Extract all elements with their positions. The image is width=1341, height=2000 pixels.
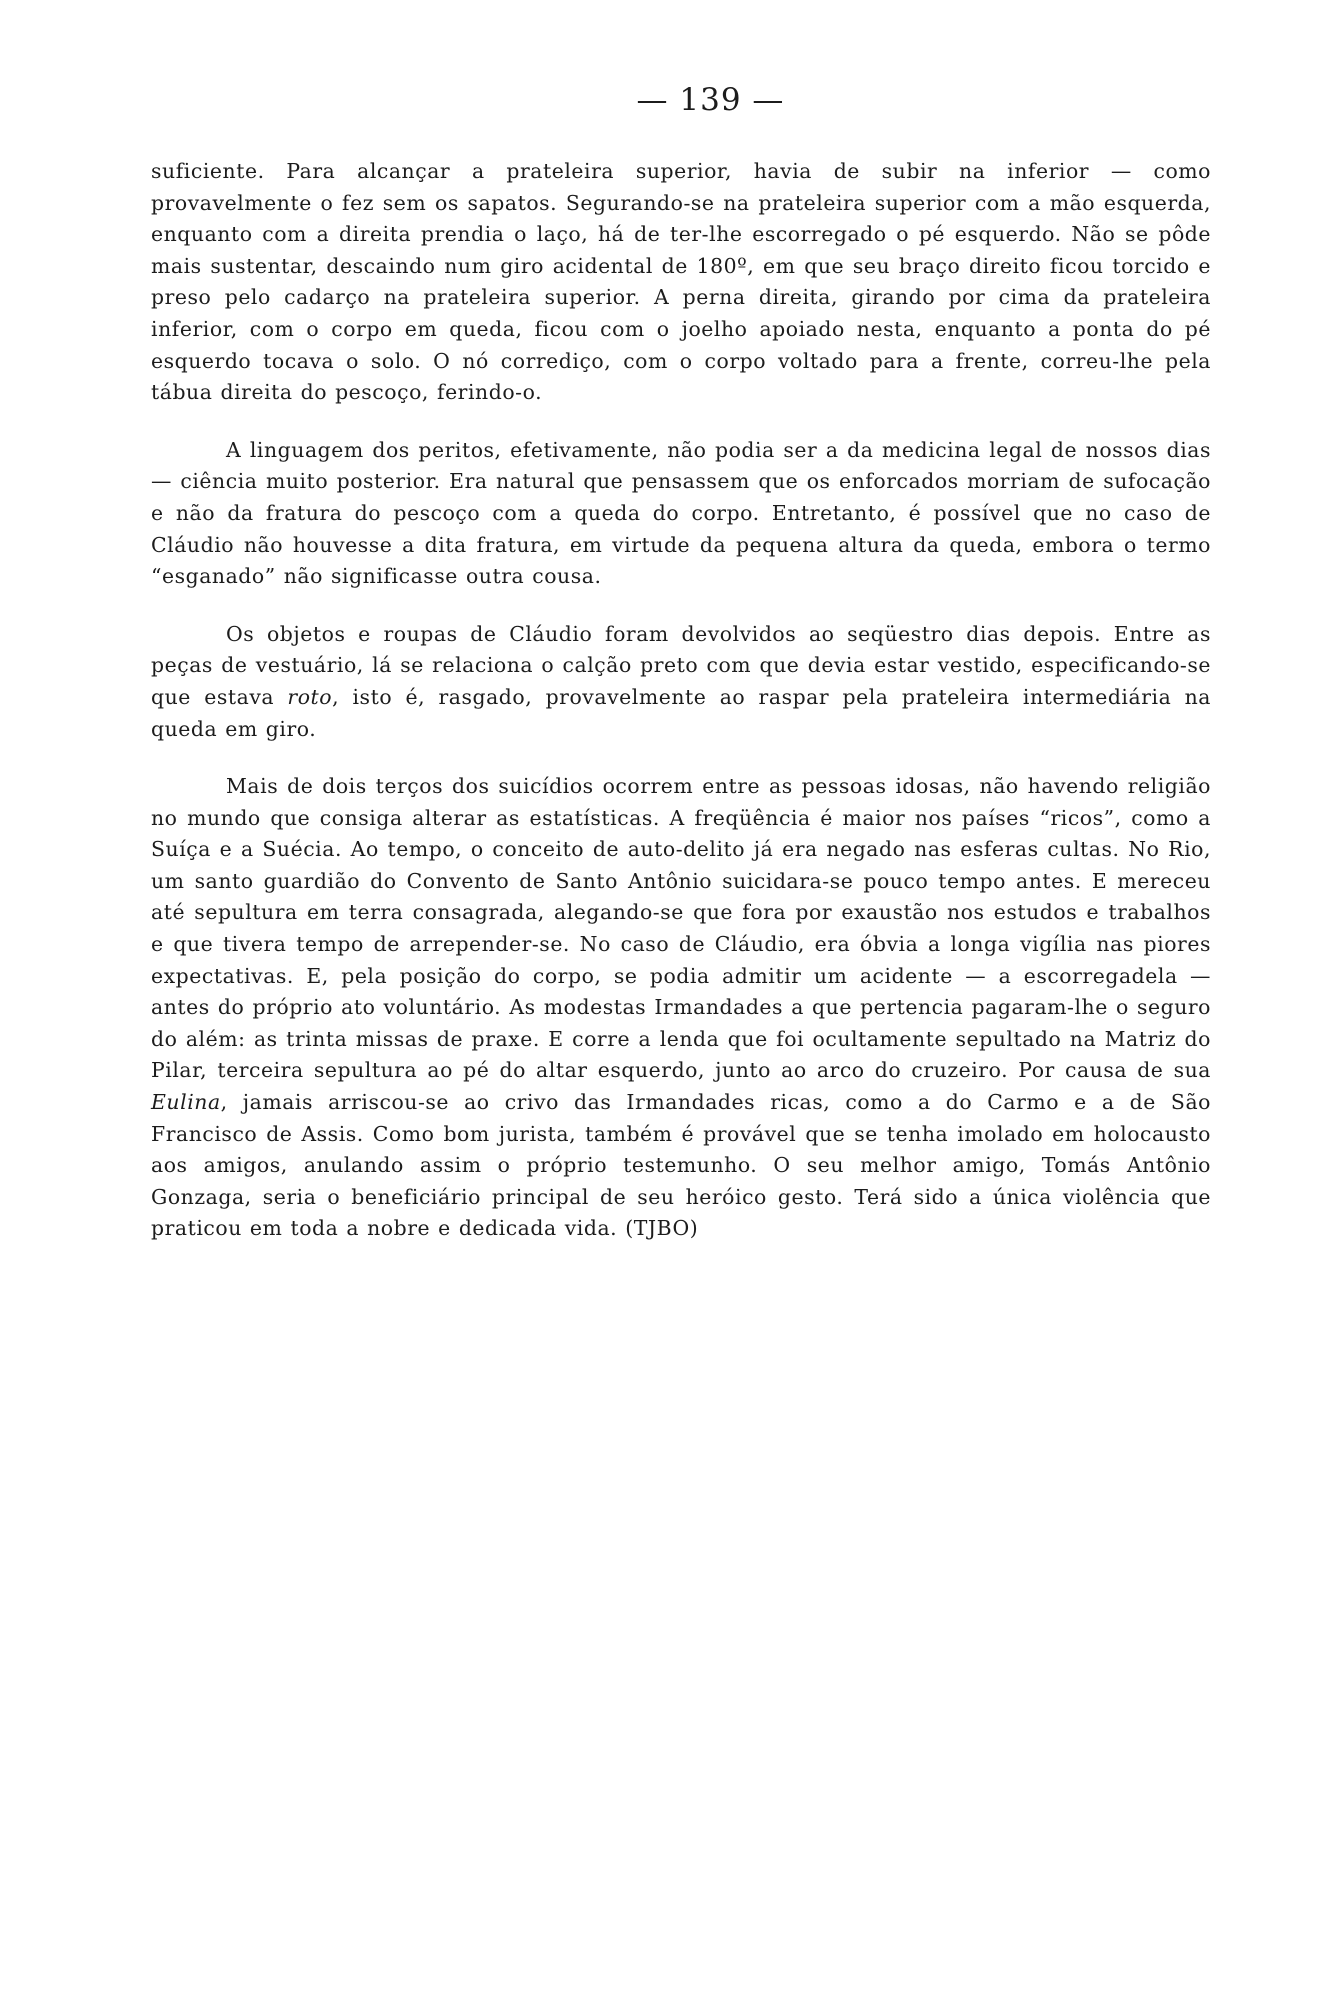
paragraph-2: A linguagem dos peritos, efetivamente, não podia ser a da medicina legal de nossos dias — ciência muito posterior. Era natural que pensassem que os enforcados morriam de sufocação e não da fratura do pescoço com a queda do corpo. Entretanto, é possível que no caso de Cláudio não houvesse a dita fratura, em virtude da pequena altura da queda, embora o termo “esganado” não significasse outra cousa. <box>151 437 1211 589</box>
paragraph-1: suficiente. Para alcançar a prateleira superior, havia de subir na inferior — como provavelmente o fez sem os sapatos. Segurando-se na prateleira superior com a mão esquerda, enquanto com a direita prendia o laço, há de ter-lhe escorregado o pé esquerdo. Não se pôde mais sustentar, descaindo num giro acidental de 180º, em que seu braço direito ficou torcido e preso pelo cadarço na prateleira superior. A perna direita, girando por cima da prateleira inferior, com o corpo em queda, ficou com o joelho apoiado nesta, enquanto a ponta do pé esquerdo tocava o solo. O nó corrediço, com o corpo voltado para a frente, correu-lhe pela tábua direita do pescoço, ferindo-o. <box>151 159 1211 405</box>
paragraph-3-italic-word: roto <box>287 684 333 709</box>
paragraph-3-text-before: Os objetos e roupas de Cláudio foram devolvidos ao seqüestro dias depois. Entre as peças de vestuário, lá se relaciona o calção preto com que devia estar vestido, especificando-se que estava <box>151 621 1211 709</box>
body-text <box>151 156 1211 1245</box>
paragraph-4 <box>151 771 1211 1245</box>
paragraph-4-italic-word: Eulina <box>151 1090 221 1115</box>
paragraph-4-text-after: , jamais arriscou-se ao crivo das Irmandades ricas, como a do Carmo e a de São Francisco de Assis. Como bom jurista, também é provável que se tenha imolado em holocausto aos amigos, anulando assim o próprio testemunho. O seu melhor amigo, Tomás Antônio Gonzaga, seria o beneficiário principal de seu heróico gesto. Terá sido a única violência que praticou em toda a nobre e dedicada vida. (TJBO) <box>151 1090 1211 1241</box>
page-number: — 139 — <box>636 82 785 118</box>
paragraph-3-text-after: , isto é, rasgado, provavelmente ao raspar pela prateleira intermediária na queda em giro. <box>151 684 1211 741</box>
paragraph-4-text-before: Mais de dois terços dos suicídios ocorrem entre as pessoas idosas, não havendo religião no mundo que consiga alterar as estatísticas. A freqüência é maior nos países “ricos”, como a Suíça e a Suécia. Ao tempo, o conceito de auto-delito já era negado nas esferas cultas. No Rio, um santo guardião do Convento de Santo Antônio suicidara-se pouco tempo antes. E mereceu até sepultura em terra consagrada, alegando-se que fora por exaustão nos estudos e trabalhos e que tivera tempo de arrepender-se. No caso de Cláudio, era óbvia a longa vigília nas piores expectativas. E, pela posição do corpo, se podia admitir um acidente — a escorregadela — antes do próprio ato voluntário. As modestas Irmandades a que pertencia pagaram-lhe o seguro do além: as trinta missas de praxe. E corre a lenda que foi ocultamente sepultado na Matriz do Pilar, terceira sepultura ao pé do altar esquerdo, junto ao arco do cruzeiro. Por causa de sua <box>151 774 1211 1083</box>
paragraph-3 <box>151 619 1211 745</box>
